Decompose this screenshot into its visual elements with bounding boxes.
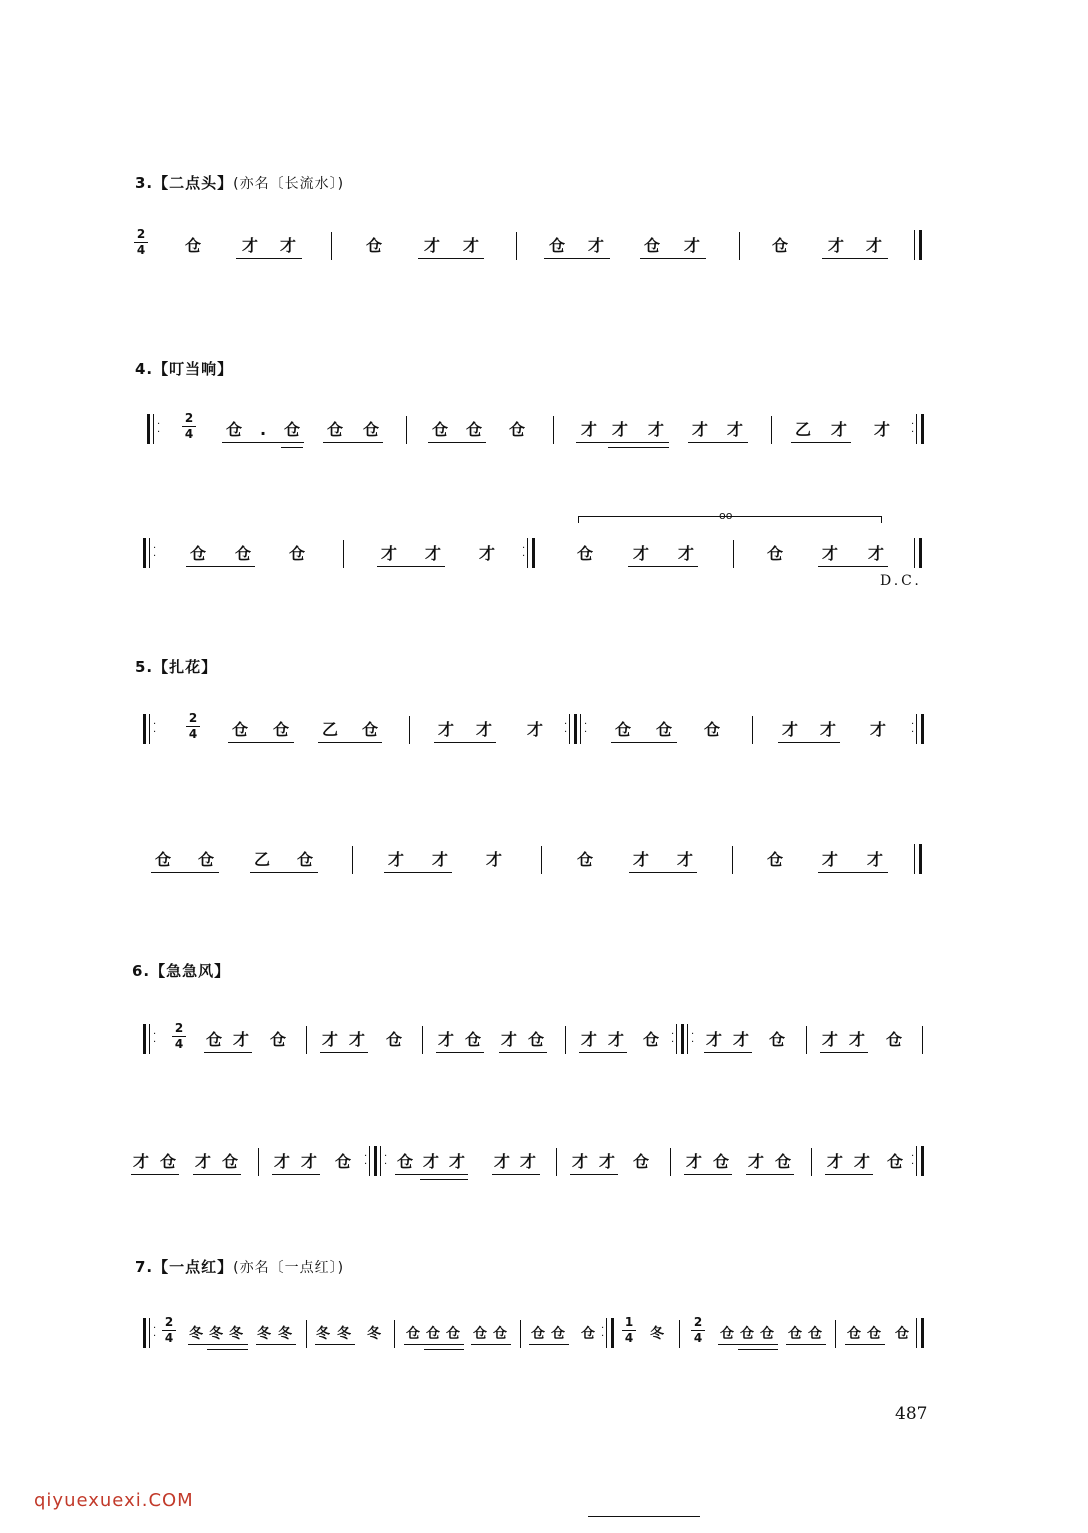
note-cang: 仓 [886, 1152, 904, 1171]
barline [739, 232, 740, 260]
note-dong: 冬 [316, 1326, 330, 1342]
note-cang: 仓 [159, 1152, 177, 1171]
note-cang: 仓 [406, 1326, 420, 1342]
note-cai: 才 [676, 850, 694, 869]
beam-underline [272, 1174, 320, 1175]
note-cai: 才 [827, 236, 845, 255]
beam-underline [315, 1344, 355, 1345]
note-cang: 仓 [365, 236, 383, 255]
repeat-dots: · · [153, 543, 157, 562]
beam-underline [418, 258, 484, 259]
note-cang: 仓 [643, 236, 661, 255]
note-cai: 才 [867, 544, 885, 563]
beam-underline [318, 742, 382, 743]
note-cai: 才 [747, 1152, 765, 1171]
note-dong: 冬 [337, 1326, 351, 1342]
note-cai: 才 [526, 720, 544, 739]
note-cang: 仓 [642, 1030, 660, 1049]
beam-underline [611, 742, 677, 743]
time-signature: 2 4 [172, 1022, 186, 1051]
note-cang: 仓 [766, 544, 784, 563]
section-3-title: 3.【二点头】(亦名〔长流水〕) [135, 174, 345, 192]
repeat-dots: · · [364, 1151, 368, 1170]
beam-underline [640, 258, 706, 259]
barline [343, 540, 344, 568]
beam-underline [492, 1174, 540, 1175]
note-cang: 仓 [508, 420, 526, 439]
repeat-dots: · · [384, 1151, 388, 1170]
repeat-dots: · · [671, 1029, 675, 1048]
final-barline-thin [916, 1318, 917, 1348]
time-signature: 2 4 [134, 228, 148, 257]
note-cai: 才 [194, 1152, 212, 1171]
repeat-end-thin [916, 714, 917, 744]
note-cai: 才 [853, 1152, 871, 1171]
barline [520, 1320, 521, 1348]
repeat-start-thin [380, 1146, 381, 1176]
repeat-dots: · · [601, 1323, 605, 1342]
note-cai: 才 [865, 236, 883, 255]
note-cai: 才 [132, 1152, 150, 1171]
note-cang: 仓 [184, 236, 202, 255]
note-cai: 才 [705, 1030, 723, 1049]
note-cai: 才 [241, 236, 259, 255]
note-cai: 才 [422, 1152, 440, 1171]
note-cai: 才 [485, 850, 503, 869]
repeat-start-thin [149, 1024, 150, 1054]
barline [771, 416, 772, 444]
note-cai: 才 [387, 850, 405, 869]
note-dong: 冬 [278, 1326, 292, 1342]
note-cang: 仓 [334, 1152, 352, 1171]
beam-underline-2 [207, 1349, 248, 1350]
barline [516, 232, 517, 260]
beam-underline [434, 742, 496, 743]
barline [670, 1148, 671, 1176]
note-cang: 仓 [576, 544, 594, 563]
note-cang: 仓 [531, 1326, 545, 1342]
beam-underline [428, 442, 486, 443]
barline [541, 846, 542, 874]
note-cai: 才 [462, 236, 480, 255]
barline [556, 1148, 557, 1176]
note-cang: 仓 [154, 850, 172, 869]
note-cai: 才 [273, 1152, 291, 1171]
note-cai: 才 [423, 236, 441, 255]
note-cai: 才 [632, 850, 650, 869]
barline [422, 1026, 423, 1054]
repeat-start-thin [580, 714, 581, 744]
watermark: qiyuexuexi.COM [34, 1490, 194, 1511]
repeat-end-thick [921, 714, 924, 744]
beam-underline [778, 742, 840, 743]
final-barline-thick [919, 230, 922, 260]
note-dong: 冬 [257, 1326, 271, 1342]
beam-underline-2 [424, 1349, 464, 1350]
beam-underline [688, 442, 748, 443]
repeat-thick [574, 714, 577, 744]
note-cang: 仓 [296, 850, 314, 869]
note-cang: 仓 [548, 236, 566, 255]
beam-underline [718, 1344, 778, 1345]
beam-underline [570, 1174, 618, 1175]
note-cai: 才 [478, 544, 496, 563]
barline [352, 846, 353, 874]
beam-underline [471, 1344, 511, 1345]
repeat-start-thick [143, 714, 146, 744]
beam-underline [188, 1344, 248, 1345]
note-cang: 仓 [288, 544, 306, 563]
note-yi: 乙 [794, 420, 812, 439]
beam-underline [404, 1344, 464, 1345]
beam-underline [791, 442, 851, 443]
note-cang: 仓 [771, 236, 789, 255]
note-cang: 仓 [205, 1030, 223, 1049]
note-cang: 仓 [766, 850, 784, 869]
beam-underline [820, 1052, 868, 1053]
note-cang: 仓 [740, 1326, 754, 1342]
note-cai: 才 [821, 1030, 839, 1049]
note-cai: 才 [647, 420, 665, 439]
final-barline-thick [919, 844, 922, 874]
repeat-end-thin [676, 1024, 677, 1054]
note-cai: 才 [821, 544, 839, 563]
note-cai: 才 [580, 420, 598, 439]
note-dong: 冬 [229, 1326, 243, 1342]
repeat-dots: · · [153, 719, 157, 738]
note-cang: 仓 [231, 720, 249, 739]
note-cang: 仓 [632, 1152, 650, 1171]
repeat-start-thick [143, 538, 146, 568]
note-cang: 仓 [703, 720, 721, 739]
volta-mark: oo [719, 509, 733, 522]
note-dot: . [259, 420, 267, 439]
note-cai: 才 [683, 236, 701, 255]
note-cang: 仓 [847, 1326, 861, 1342]
repeat-dots: · · [911, 419, 915, 438]
beam-underline [822, 258, 888, 259]
footer-rule [588, 1516, 700, 1517]
note-cai: 才 [321, 1030, 339, 1049]
beam-underline [186, 566, 255, 567]
note-cang: 仓 [362, 420, 380, 439]
beam-underline-2 [281, 447, 303, 448]
barline [258, 1148, 259, 1176]
note-cai: 才 [598, 1152, 616, 1171]
section-7-title: 7.【一点红】(亦名〔一点红〕) [135, 1258, 345, 1276]
note-cang: 仓 [655, 720, 673, 739]
beam-underline [377, 566, 445, 567]
final-barline-thin [914, 230, 915, 260]
beam-underline-2 [608, 447, 669, 448]
note-cai: 才 [781, 720, 799, 739]
repeat-dots: · · [564, 719, 568, 738]
note-cang: 仓 [768, 1030, 786, 1049]
time-signature: 2 4 [186, 712, 200, 741]
repeat-start-thick [143, 1024, 146, 1054]
note-cai: 才 [826, 1152, 844, 1171]
beam-underline [746, 1174, 794, 1175]
note-cai: 才 [279, 236, 297, 255]
note-cang: 仓 [576, 850, 594, 869]
repeat-end-thick [921, 414, 924, 444]
note-cai: 才 [685, 1152, 703, 1171]
note-dong: 冬 [367, 1326, 381, 1342]
note-cai: 才 [475, 720, 493, 739]
repeat-dots: · · [522, 543, 526, 562]
note-cai: 才 [380, 544, 398, 563]
repeat-start-thin [153, 414, 154, 444]
note-cang: 仓 [446, 1326, 460, 1342]
beam-underline [384, 872, 452, 873]
repeat-start-thin [687, 1024, 688, 1054]
beam-underline [684, 1174, 732, 1175]
note-cang: 仓 [551, 1326, 565, 1342]
repeat-end-thick [532, 538, 535, 568]
repeat-dots: · · [153, 1323, 157, 1342]
note-cang: 仓 [465, 420, 483, 439]
note-cai: 才 [300, 1152, 318, 1171]
note-cai: 才 [607, 1030, 625, 1049]
beam-underline-2 [420, 1179, 468, 1180]
repeat-dots: · · [911, 1151, 915, 1170]
note-cang: 仓 [867, 1326, 881, 1342]
note-dong: 冬 [209, 1326, 223, 1342]
note-yi: 乙 [253, 850, 271, 869]
repeat-start-thin [149, 714, 150, 744]
beam-underline [786, 1344, 826, 1345]
note-cang: 仓 [225, 420, 243, 439]
repeat-dots: · · [584, 719, 588, 738]
barline [406, 416, 407, 444]
repeat-start-thick [143, 1318, 146, 1348]
repeat-start-thick [147, 414, 150, 444]
note-cang: 仓 [221, 1152, 239, 1171]
note-cai: 才 [500, 1030, 518, 1049]
beam-underline [256, 1344, 296, 1345]
beam-underline [320, 1052, 368, 1053]
note-dong: 冬 [189, 1326, 203, 1342]
repeat-end-thin [916, 414, 917, 444]
beam-underline [628, 566, 698, 567]
note-cang: 仓 [774, 1152, 792, 1171]
repeat-end-thin [527, 538, 528, 568]
beam-underline [151, 872, 219, 873]
beam-underline [236, 258, 302, 259]
note-cang: 仓 [326, 420, 344, 439]
beam-underline [629, 872, 697, 873]
time-signature: 2 4 [691, 1316, 705, 1345]
beam-underline [204, 1052, 252, 1053]
note-cang: 仓 [431, 420, 449, 439]
barline [306, 1320, 307, 1348]
note-cai: 才 [732, 1030, 750, 1049]
beam-underline [193, 1174, 241, 1175]
note-cang: 仓 [885, 1030, 903, 1049]
repeat-start-thin [149, 538, 150, 568]
note-cang: 仓 [614, 720, 632, 739]
note-cang: 仓 [283, 420, 301, 439]
beam-underline [436, 1052, 484, 1053]
repeat-end-thin [369, 1146, 370, 1176]
barline [922, 1026, 923, 1054]
note-cai: 才 [611, 420, 629, 439]
note-cai: 才 [819, 720, 837, 739]
beam-underline [845, 1344, 885, 1345]
barline [733, 540, 734, 568]
note-cai: 才 [632, 544, 650, 563]
note-cai: 才 [830, 420, 848, 439]
beam-underline [544, 258, 610, 259]
note-cai: 才 [424, 544, 442, 563]
note-cai: 才 [437, 1030, 455, 1049]
note-cang: 仓 [269, 1030, 287, 1049]
beam-underline [499, 1052, 547, 1053]
note-cang: 仓 [788, 1326, 802, 1342]
beam-underline [704, 1052, 752, 1053]
note-cang: 仓 [808, 1326, 822, 1342]
page-number: 487 [895, 1404, 928, 1424]
final-barline-thick [919, 538, 922, 568]
note-cai: 才 [519, 1152, 537, 1171]
time-signature: 1 4 [622, 1316, 636, 1345]
note-cai: 才 [869, 720, 887, 739]
section-6-title: 6.【急急风】 [132, 962, 231, 980]
note-cang: 仓 [385, 1030, 403, 1049]
repeat-end-thick [611, 1318, 614, 1348]
note-cai: 才 [580, 1030, 598, 1049]
barline [306, 1026, 307, 1054]
barline [331, 232, 332, 260]
repeat-end-thick [921, 1146, 924, 1176]
note-yi: 乙 [321, 720, 339, 739]
note-cang: 仓 [197, 850, 215, 869]
note-cai: 才 [431, 850, 449, 869]
repeat-thick [681, 1024, 684, 1054]
time-signature: 2 4 [182, 412, 196, 441]
note-cai: 才 [232, 1030, 250, 1049]
repeat-dots: · · [691, 1029, 695, 1048]
beam-underline [131, 1174, 179, 1175]
note-cang: 仓 [189, 544, 207, 563]
volta-bracket [578, 509, 882, 523]
note-cang: 仓 [464, 1030, 482, 1049]
note-cang: 仓 [361, 720, 379, 739]
note-cai: 才 [866, 850, 884, 869]
repeat-thick [374, 1146, 377, 1176]
note-cai: 才 [691, 420, 709, 439]
final-barline-thin [914, 538, 915, 568]
note-cang: 仓 [396, 1152, 414, 1171]
note-dong: 冬 [650, 1326, 664, 1342]
barline [565, 1026, 566, 1054]
note-cai: 才 [848, 1030, 866, 1049]
beam-underline [818, 566, 888, 567]
repeat-end-thin [569, 714, 570, 744]
final-barline-thin [914, 844, 915, 874]
barline [806, 1026, 807, 1054]
repeat-end-thin [916, 1146, 917, 1176]
repeat-end-thin [606, 1318, 607, 1348]
note-cang: 仓 [581, 1326, 595, 1342]
beam-underline [323, 442, 383, 443]
beam-underline [818, 872, 888, 873]
barline [409, 716, 410, 744]
note-cang: 仓 [712, 1152, 730, 1171]
barline [752, 716, 753, 744]
beam-underline [395, 1174, 468, 1175]
note-cai: 才 [448, 1152, 466, 1171]
note-cang: 仓 [234, 544, 252, 563]
note-cai: 才 [821, 850, 839, 869]
final-barline-thick [921, 1318, 924, 1348]
beam-underline [579, 1052, 627, 1053]
repeat-dots: · · [911, 719, 915, 738]
note-cang: 仓 [760, 1326, 774, 1342]
beam-underline-2 [738, 1349, 778, 1350]
repeat-start-thin [149, 1318, 150, 1348]
barline [553, 416, 554, 444]
note-cai: 才 [873, 420, 891, 439]
section-4-title: 4.【叮当响】 [135, 360, 234, 378]
beam-underline [222, 442, 304, 443]
note-cai: 才 [587, 236, 605, 255]
note-cang: 仓 [720, 1326, 734, 1342]
beam-underline [250, 872, 318, 873]
barline [811, 1148, 812, 1176]
section-5-title: 5.【扎花】 [135, 658, 218, 676]
note-cai: 才 [437, 720, 455, 739]
beam-underline [529, 1344, 569, 1345]
barline [732, 846, 733, 874]
beam-underline [228, 742, 294, 743]
note-cai: 才 [677, 544, 695, 563]
dc-mark: D.C. [880, 573, 922, 589]
repeat-dots: · · [157, 419, 161, 438]
note-cai: 才 [348, 1030, 366, 1049]
barline [835, 1320, 836, 1348]
note-cai: 才 [493, 1152, 511, 1171]
note-cai: 才 [571, 1152, 589, 1171]
note-cang: 仓 [527, 1030, 545, 1049]
note-cai: 才 [726, 420, 744, 439]
beam-underline [576, 442, 669, 443]
note-cang: 仓 [895, 1326, 909, 1342]
barline [679, 1320, 680, 1348]
note-cang: 仓 [473, 1326, 487, 1342]
note-cang: 仓 [493, 1326, 507, 1342]
time-signature: 2 4 [162, 1316, 176, 1345]
note-cang: 仓 [272, 720, 290, 739]
note-cang: 仓 [426, 1326, 440, 1342]
beam-underline [825, 1174, 873, 1175]
repeat-dots: · · [153, 1029, 157, 1048]
barline [394, 1320, 395, 1348]
